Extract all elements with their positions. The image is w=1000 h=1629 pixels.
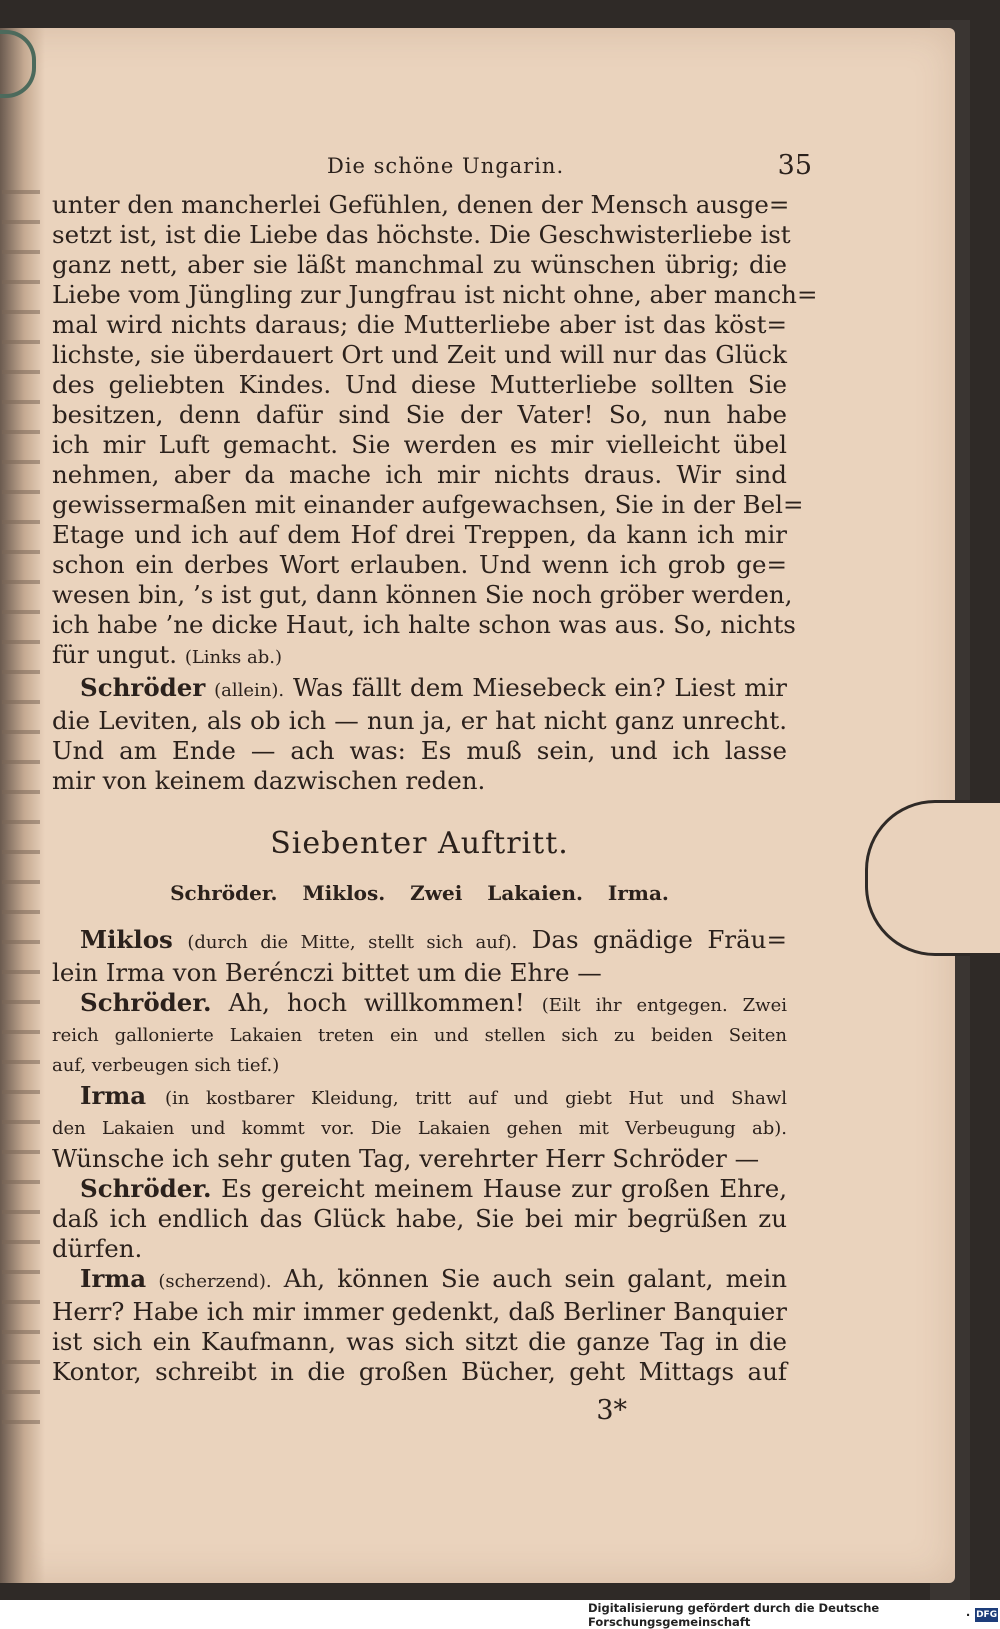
stage-direction: (in kostbarer Kleidung, tritt auf und giebt Hut und Shawl bbox=[164, 1088, 787, 1109]
text-line: ist sich ein Kaufmann, was sich sitzt die ganze Tag in die bbox=[52, 1327, 787, 1356]
text-line: ganz nett, aber sie läßt manchmal zu wünschen übrig; die bbox=[52, 250, 787, 279]
speech-line bbox=[52, 925, 787, 958]
speech-line bbox=[52, 988, 787, 1021]
speaker-name: Irma bbox=[80, 1264, 147, 1293]
text-fragment: Ah, können Sie auch sein galant, mein bbox=[283, 1264, 787, 1293]
text-fragment: für ungut. bbox=[52, 640, 178, 669]
text-line: mal wird nichts daraus; die Mutterliebe aber ist das köst= bbox=[52, 310, 787, 339]
speaker-name: Miklos bbox=[80, 925, 173, 954]
text-line: die Leviten, als ob ich — nun ja, er hat nicht ganz unrecht. bbox=[52, 706, 787, 735]
facing-page-bleed bbox=[2, 190, 40, 1440]
text-line: ich habe ’ne dicke Haut, ich halte schon was aus. So, nichts bbox=[52, 610, 796, 639]
stage-direction-line: reich gallonierte Lakaien treten ein und stellen sich zu beiden Seiten bbox=[52, 1025, 787, 1046]
dialogue-text bbox=[52, 190, 818, 1426]
text-line: Kontor, schreibt in die großen Bücher, geht Mittags auf bbox=[52, 1357, 787, 1386]
stage-direction-line: auf, verbeugen sich tief.) bbox=[52, 1055, 280, 1076]
text-line: mir von keinem dazwischen reden. bbox=[52, 766, 486, 795]
text-line: Liebe vom Jüngling zur Jungfrau ist nicht ohne, aber manch= bbox=[52, 280, 818, 309]
text-fragment: Es gereicht meinem Hause zur großen Ehre, bbox=[221, 1174, 787, 1203]
text-line bbox=[52, 640, 787, 673]
speaker-name: Schröder. bbox=[80, 988, 212, 1017]
text-line: Herr? Habe ich mir immer gedenkt, daß Berliner Banquier bbox=[52, 1297, 787, 1326]
speaker-name: Schröder bbox=[80, 673, 206, 702]
stage-direction: (allein). bbox=[214, 680, 285, 701]
text-fragment: Ah, hoch willkommen! bbox=[228, 988, 525, 1017]
text-line: gewissermaßen mit einander aufgewachsen, Sie in der Bel= bbox=[52, 490, 804, 519]
speech-line bbox=[52, 1174, 787, 1204]
text-line: unter den mancherlei Gefühlen, denen der Mensch ausge= bbox=[52, 190, 790, 219]
dfg-logo-icon: DFG bbox=[976, 1610, 998, 1620]
text-line: schon ein derbes Wort erlauben. Und wenn ich grob ge= bbox=[52, 550, 787, 579]
text-line: Etage und ich auf dem Hof drei Treppen, da kann ich mir bbox=[52, 520, 787, 549]
text-line: Und am Ende — ach was: Es muß sein, und ich lasse bbox=[52, 736, 787, 765]
text-line: setzt ist, ist die Liebe das höchste. Die Geschwisterliebe ist bbox=[52, 220, 791, 249]
stage-direction: (durch die Mitte, stellt sich auf). bbox=[187, 932, 518, 953]
text-line: Wünsche ich sehr guten Tag, verehrter Herr Schröder — bbox=[52, 1144, 760, 1173]
speech-line bbox=[52, 673, 787, 706]
text-line: nehmen, aber da mache ich mir nichts draus. Wir sind bbox=[52, 460, 787, 489]
page-content bbox=[52, 150, 818, 1426]
text-line: besitzen, denn dafür sind Sie der Vater! So, nun habe bbox=[52, 400, 787, 429]
text-fragment: Das gnädige Fräu= bbox=[531, 925, 787, 954]
speaker-name: Schröder. bbox=[80, 1174, 212, 1203]
stage-direction: (scherzend). bbox=[158, 1271, 272, 1292]
running-head bbox=[52, 150, 812, 190]
scene-cast: Schröder. Miklos. Zwei Lakaien. Irma. bbox=[170, 881, 669, 905]
signature-mark: 3* bbox=[596, 1395, 627, 1426]
page-number: 35 bbox=[777, 150, 812, 181]
text-line: daß ich endlich das Glück habe, Sie bei mir begrüßen zu bbox=[52, 1204, 787, 1233]
stage-direction: (Eilt ihr entgegen. Zwei bbox=[541, 995, 787, 1016]
text-line: dürfen. bbox=[52, 1234, 143, 1263]
speaker-name: Irma bbox=[80, 1081, 147, 1110]
running-title: Die schöne Ungarin. bbox=[327, 154, 565, 178]
text-line: des geliebten Kindes. Und diese Mutterliebe sollten Sie bbox=[52, 370, 787, 399]
text-line: lein Irma von Berénczi bittet um die Ehre — bbox=[52, 958, 602, 987]
text-fragment: Was fällt dem Miesebeck ein? Liest mir bbox=[292, 673, 788, 702]
text-line: lichste, sie überdauert Ort und Zeit und will nur das Glück bbox=[52, 340, 787, 369]
page-tab bbox=[865, 800, 1000, 956]
digitization-credit bbox=[588, 1601, 998, 1629]
credit-text: Digitalisierung gefördert durch die Deutsche Forschungsgemeinschaft bbox=[588, 1601, 880, 1629]
stage-direction-line: den Lakaien und kommt vor. Die Lakaien gehen mit Verbeugung ab). bbox=[52, 1118, 787, 1139]
stage-direction: (Links ab.) bbox=[184, 647, 283, 668]
speech-line bbox=[52, 1081, 787, 1114]
scene-heading: Siebenter Auftritt. bbox=[270, 826, 569, 861]
separator: · bbox=[965, 1608, 971, 1622]
speech-line bbox=[52, 1264, 787, 1297]
text-line: wesen bin, ’s ist gut, dann können Sie noch gröber werden, bbox=[52, 580, 793, 609]
text-line: ich mir Luft gemacht. Sie werden es mir vielleicht übel bbox=[52, 430, 787, 459]
